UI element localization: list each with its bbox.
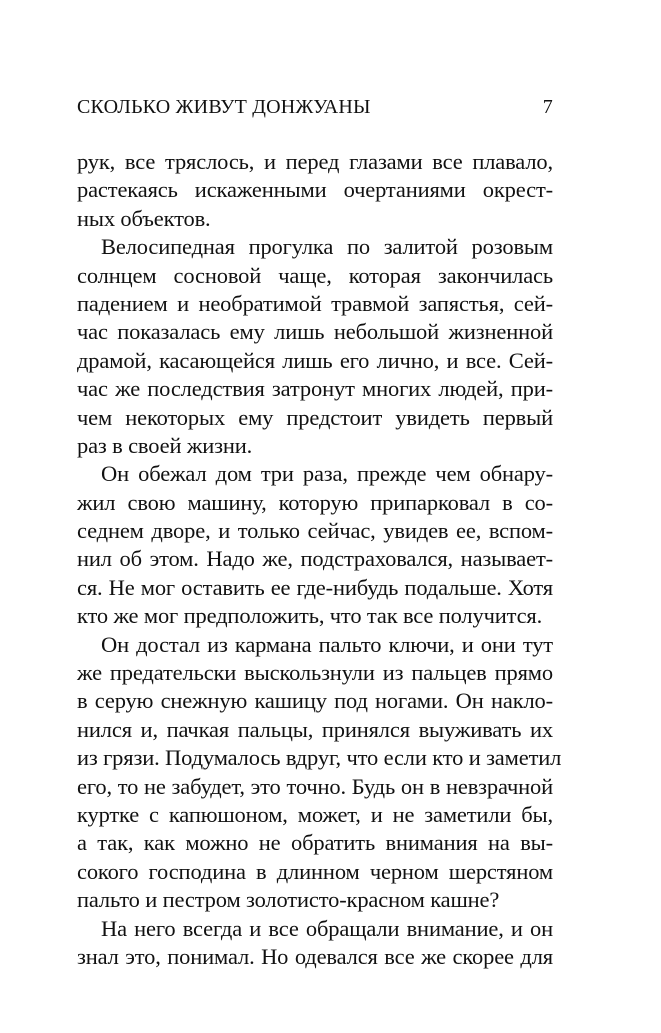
text-line: жил свою машину, которую припарковал в со- — [77, 489, 553, 515]
text-line: час показалась ему лишь небольшой жизненной — [77, 319, 553, 345]
text-line: Он обежал дом три раза, прежде чем обнару- — [101, 461, 553, 487]
paragraph — [77, 148, 553, 233]
text-line: растекаясь искаженными очертаниями окрест- — [77, 177, 553, 203]
body-text — [77, 148, 562, 971]
text-line: солнцем сосновой чаще, которая закончилась — [77, 262, 553, 288]
paragraph — [77, 233, 553, 460]
text-line: же предательски выскользнули из пальцев прямо — [77, 660, 553, 686]
text-line: пальто и пестром золотисто-красном кашне? — [77, 887, 500, 913]
page-number: 7 — [542, 96, 553, 118]
text-line: раз в своей жизни. — [77, 432, 253, 458]
text-line: чем некоторых ему предстоит увидеть первый — [77, 404, 553, 430]
text-line: а так, как можно не обратить внимания на вы- — [77, 830, 553, 856]
text-line: На него всегда и все обращали внимание, и он — [101, 915, 553, 941]
text-line: драмой, касающейся лишь его лично, и все. Сей- — [77, 347, 553, 373]
text-line: Он достал из кармана пальто ключи, и они тут — [101, 631, 553, 657]
paragraph — [77, 915, 553, 972]
text-line: кто же мог предположить, что так все получится. — [77, 603, 543, 629]
text-line: Велосипедная прогулка по залитой розовым — [101, 234, 553, 260]
text-line: падением и необратимой травмой запястья, сей- — [77, 290, 553, 316]
text-line: нился и, пачкая пальцы, принялся выуживать их — [77, 716, 553, 742]
text-line: ся. Не мог оставить ее где-нибудь подальше. Хотя — [77, 574, 553, 600]
text-line: седнем дворе, и только сейчас, увидев ее, вспом- — [77, 518, 553, 544]
text-line: знал это, понимал. Но одевался все же скорее для — [77, 943, 553, 969]
paragraph — [77, 460, 553, 630]
text-line: час же последствия затронут многих людей, при- — [77, 376, 553, 402]
text-line: из грязи. Подумалось вдруг, что если кто и заметил — [77, 745, 562, 771]
text-line: ных объектов. — [77, 205, 211, 231]
text-line: куртке с капюшоном, может, и не заметили бы, — [77, 801, 553, 827]
running-title: СКОЛЬКО ЖИВУТ ДОНЖУАНЫ — [77, 96, 371, 118]
paragraph — [77, 631, 562, 915]
text-line: нил об этом. Надо же, подстраховался, называет- — [77, 546, 553, 572]
text-line: рук, все тряслось, и перед глазами все плавало, — [77, 149, 553, 174]
running-head — [77, 96, 553, 126]
text-line: его, то не забудет, это точно. Будь он в невзрачной — [77, 773, 553, 799]
text-line: в серую снежную кашицу под ногами. Он накло- — [77, 688, 553, 714]
text-line: сокого господина в длинном черном шерстяном — [77, 858, 553, 884]
